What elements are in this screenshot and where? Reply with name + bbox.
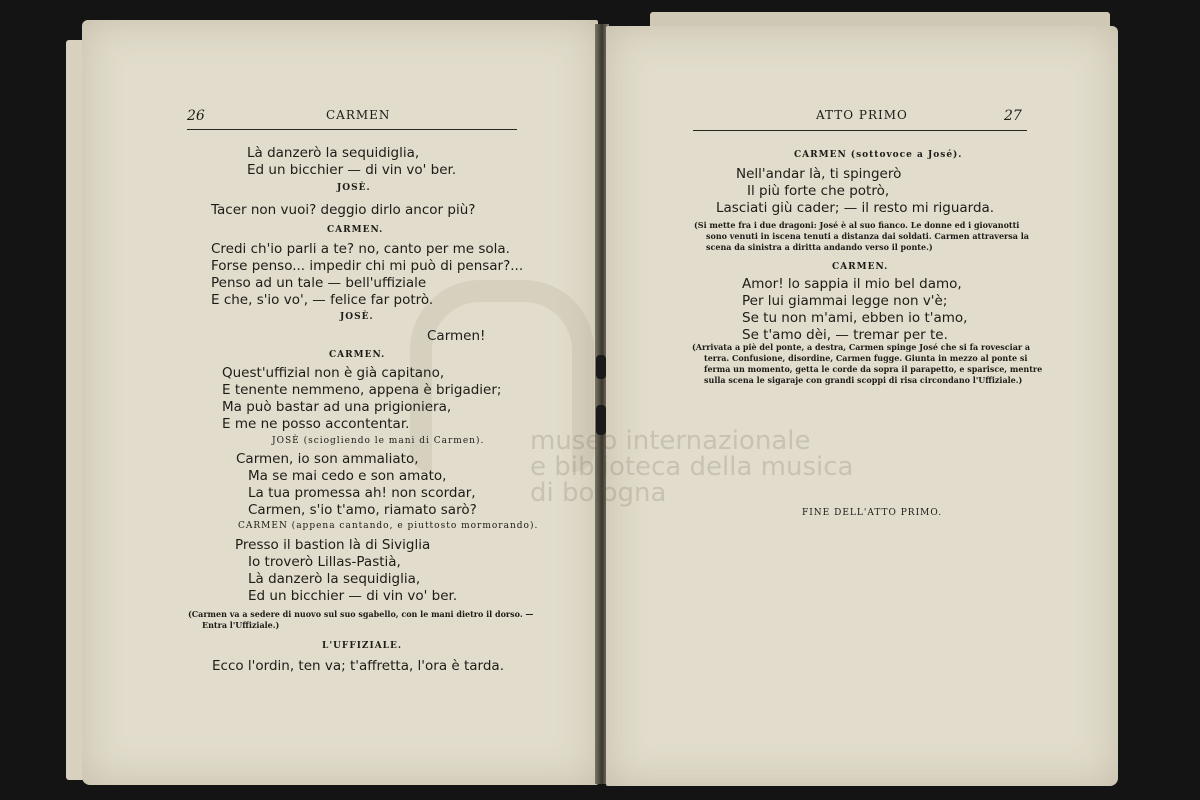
speaker-name: CARMEN. [832,262,889,272]
running-head: ATTO PRIMO [816,108,908,122]
verse-line: Ecco l'ordin, ten va; t'affretta, l'ora è tarda. [212,658,504,674]
verse-line: Là danzerò la sequidiglia, [247,145,420,161]
verse-line: La tua promessa ah! non scordar, [248,485,476,501]
verse-line: Presso il bastion là di Siviglia [235,537,431,553]
speaker-name: CARMEN (appena cantando, e piuttosto mormorando). [238,521,539,531]
stage-direction: (Arrivata a piè del ponte, a destra, Carmen spinge José che si fa rovesciar a [692,342,1031,352]
speaker-name: JOSÈ (sciogliendo le mani di Carmen). [272,436,485,446]
header-rule [693,130,1027,131]
verse-line: Ed un bicchier — di vin vo' ber. [248,588,458,604]
verse-line: Credi ch'io parli a te? no, canto per me sola. [211,241,510,257]
speaker-name: JOSÈ. [340,312,374,322]
verse-line: Se tu non m'ami, ebben io t'amo, [742,310,968,326]
verse-line: Carmen, s'io t'amo, riamato sarò? [248,502,477,518]
watermark-line: di bologna [530,478,667,508]
verse-line: Il più forte che potrò, [747,183,890,199]
verse-line: Ed un bicchier — di vin vo' ber. [247,162,457,178]
verse-line: Carmen, io son ammaliato, [236,451,419,467]
verse-line: Amor! lo sappia il mio bel damo, [742,276,962,292]
watermark-line: museo internazionale [530,426,811,456]
end-of-act: FINE DELL'ATTO PRIMO. [802,508,943,518]
right-page [606,26,1118,786]
verse-line: Se t'amo dèi, — tremar per te. [742,327,948,343]
verse-line: Penso ad un tale — bell'uffiziale [211,275,427,291]
speaker-name: CARMEN (sottovoce a José). [794,150,963,160]
speaker-name: CARMEN. [329,350,386,360]
spine-tear [596,355,606,379]
stage-direction: (Carmen va a sedere di nuovo sul suo sgabello, con le mani dietro il dorso. — [188,609,534,619]
verse-line: Ma se mai cedo e son amato, [248,468,447,484]
stage-direction: (Si mette fra i due dragoni: José è al suo fianco. Le donne ed i giovanotti [694,220,1020,230]
verse-line: Forse penso... impedir chi mi può di pensar?... [211,258,524,274]
verse-line: Lasciati giù cader; — il resto mi riguarda. [716,200,995,216]
speaker-name: L'UFFIZIALE. [322,641,403,651]
verse-line: Tacer non vuoi? deggio dirlo ancor più? [211,202,476,218]
speaker-name: CARMEN. [327,225,384,235]
stage-direction: sulla scena le sigaraje con grandi scoppi di risa circondano l'Uffiziale.) [704,375,1023,385]
verse-line: E che, s'io vo', — felice far potrò. [211,292,434,308]
stage-direction: ferma un momento, getta le corde da sopra il parapetto, e sparisce, mentre [704,364,1043,374]
verse-line: Io troverò Lillas-Pastià, [248,554,401,570]
verse-line: Per lui giammai legge non v'è; [742,293,948,309]
running-head: CARMEN [326,108,391,122]
verse-line: Carmen! [427,328,486,344]
verse-line: E tenente nemmeno, appena è brigadier; [222,382,502,398]
verse-line: Nell'andar là, ti spingerò [736,166,902,182]
verse-line: Ma può bastar ad una prigioniera, [222,399,452,415]
page-number: 27 [1004,108,1022,124]
stage-direction: scena da sinistra a diritta andando verso il ponte.) [706,242,933,252]
stage-direction: Entra l'Uffiziale.) [202,620,280,630]
verse-line: E me ne posso accontentar. [222,416,410,432]
header-rule [187,129,517,130]
museum-watermark [530,428,853,506]
watermark-line: e biblioteca della musica [530,452,854,482]
page-number: 26 [187,108,205,124]
stage-direction: terra. Confusione, disordine, Carmen fugge. Giunta in mezzo al ponte si [704,353,1028,363]
speaker-name: JOSÈ. [337,183,371,193]
verse-line: Là danzerò la sequidiglia, [248,571,421,587]
verse-line: Quest'uffizial non è già capitano, [222,365,445,381]
stage-direction: sono venuti in iscena tenuti a distanza dai soldati. Carmen attraversa la [706,231,1029,241]
